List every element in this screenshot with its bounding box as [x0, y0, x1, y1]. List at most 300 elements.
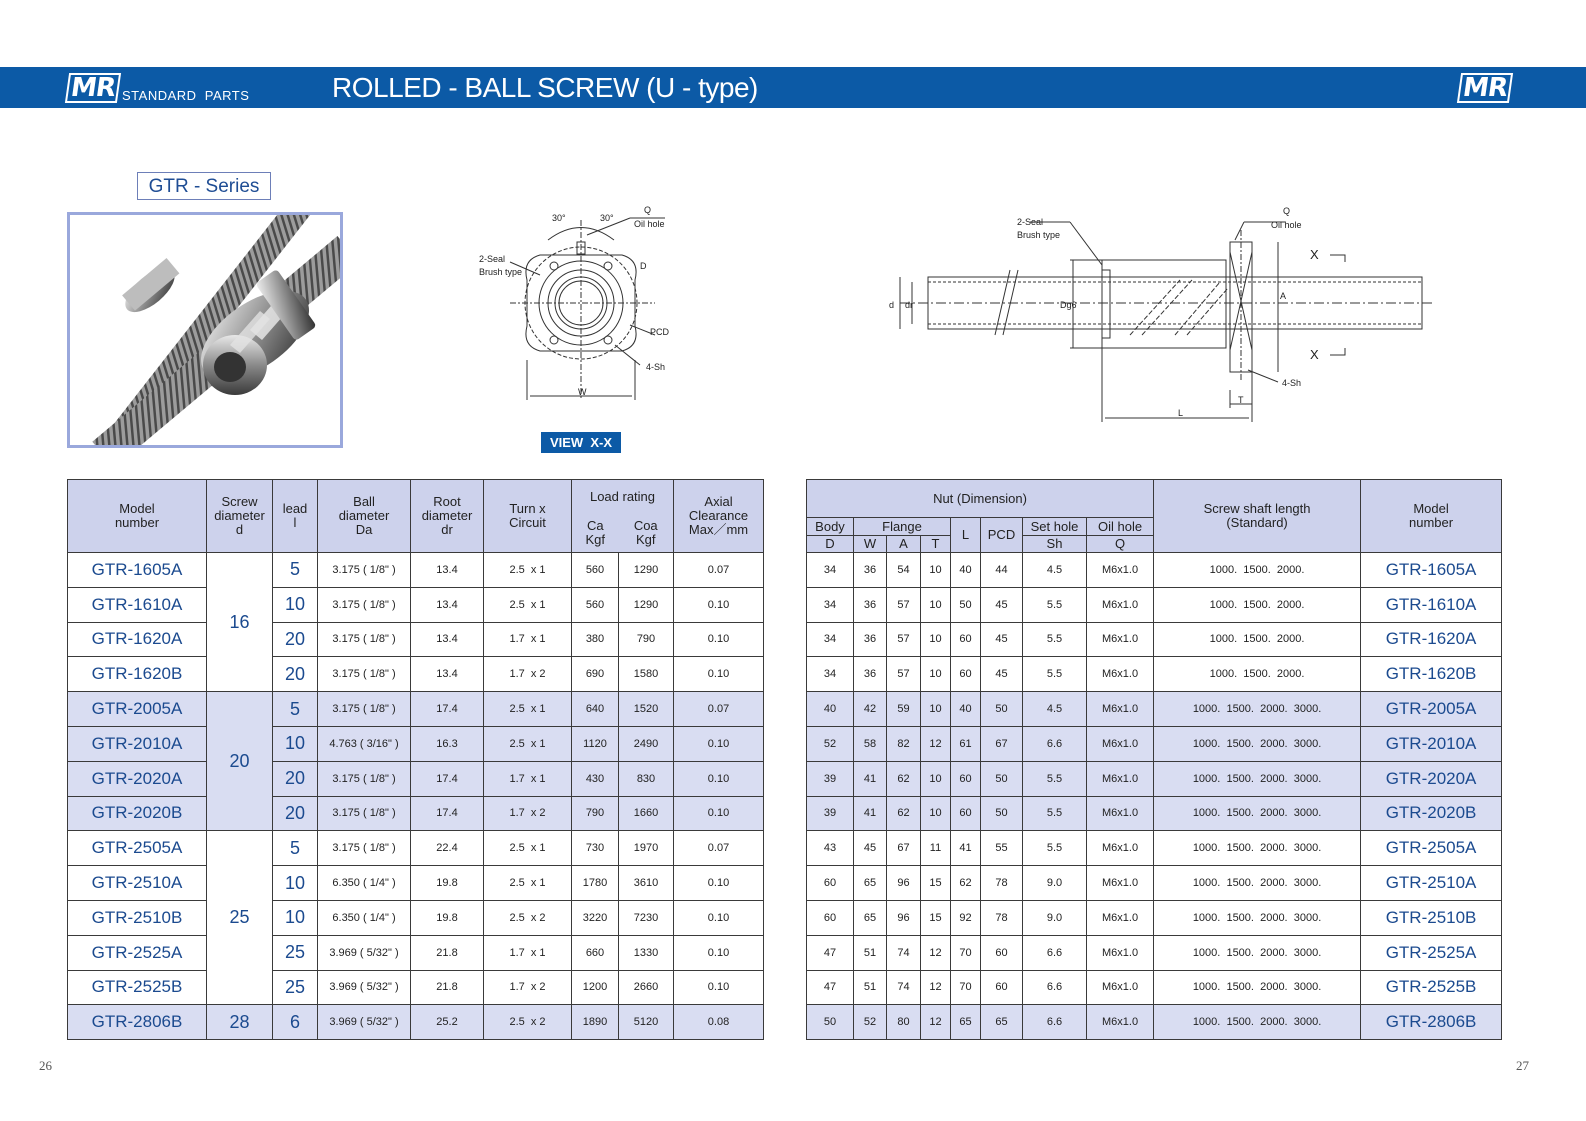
shaft-length-cell: 1000. 1500. 2000. 3000.	[1154, 692, 1361, 727]
ball-diameter-cell: 3.969 ( 5/32" )	[318, 970, 411, 1005]
root-diameter-cell: 13.4	[411, 587, 484, 622]
dim-w-cell: 65	[854, 866, 887, 901]
root-diameter-cell: 21.8	[411, 935, 484, 970]
lead-cell: 20	[273, 622, 318, 657]
shaft-length-cell: 1000. 1500. 2000. 3000.	[1154, 1005, 1361, 1040]
ca-cell: 3220	[572, 900, 619, 935]
root-diameter-cell: 17.4	[411, 692, 484, 727]
turn-circuit-cell: 1.7 x 2	[484, 970, 572, 1005]
dim-a-cell: 74	[887, 970, 921, 1005]
model-number-cell: GTR-2005A	[1361, 692, 1502, 727]
th-ball-diameter: Ball diameter Da	[318, 480, 411, 553]
dim-w-cell: 52	[854, 1005, 887, 1040]
dim-t-cell: 10	[921, 553, 951, 588]
dim-t-cell: 10	[921, 622, 951, 657]
axial-clearance-cell: 0.10	[674, 970, 764, 1005]
th-model-right: Model number	[1361, 480, 1502, 553]
side-label-l: L	[1178, 408, 1184, 418]
lead-cell: 5	[273, 692, 318, 727]
axial-clearance-cell: 0.10	[674, 622, 764, 657]
th-axial: Axial Clearance Max／mm	[674, 480, 764, 553]
side-label-dr: dr	[905, 300, 914, 310]
page-number-right: 27	[1516, 1058, 1529, 1073]
coa-cell: 790	[619, 622, 674, 657]
dim-q-cell: M6x1.0	[1087, 970, 1154, 1005]
front-view-drawing	[470, 200, 685, 430]
table-row	[68, 900, 764, 935]
coa-cell: 7230	[619, 900, 674, 935]
axial-clearance-cell: 0.10	[674, 900, 764, 935]
model-number-cell: GTR-1620B	[68, 657, 207, 692]
table-row	[68, 587, 764, 622]
axial-clearance-cell: 0.10	[674, 866, 764, 901]
root-diameter-cell: 19.8	[411, 866, 484, 901]
lead-cell: 5	[273, 831, 318, 866]
table-row	[807, 692, 1502, 727]
th-screw-diameter: Screw diameter d	[207, 480, 273, 553]
dim-sh-cell: 5.5	[1023, 622, 1087, 657]
th-root-diameter: Root diameter dr	[411, 480, 484, 553]
side-label-d: d	[889, 300, 895, 310]
table-row	[807, 796, 1502, 831]
lead-cell: 10	[273, 587, 318, 622]
th-ca: Ca Kgf	[572, 515, 619, 553]
dim-d-cell: 34	[807, 622, 854, 657]
axial-clearance-cell: 0.10	[674, 761, 764, 796]
dim-q-cell: M6x1.0	[1087, 761, 1154, 796]
model-number-cell: GTR-2020B	[68, 796, 207, 831]
screw-diameter-cell: 20	[207, 692, 273, 831]
shaft-length-cell: 1000. 1500. 2000. 3000.	[1154, 726, 1361, 761]
th-oil-hole: Oil hole	[1087, 518, 1154, 536]
turn-circuit-cell: 2.5 x 2	[484, 900, 572, 935]
model-number-cell: GTR-2525A	[68, 935, 207, 970]
turn-circuit-cell: 2.5 x 1	[484, 866, 572, 901]
dim-pcd-cell: 50	[981, 761, 1023, 796]
table-row	[807, 726, 1502, 761]
dim-t-cell: 15	[921, 900, 951, 935]
ca-cell: 1890	[572, 1005, 619, 1040]
coa-cell: 1290	[619, 587, 674, 622]
dim-a-cell: 82	[887, 726, 921, 761]
dim-w-cell: 45	[854, 831, 887, 866]
th-q: Q	[1087, 536, 1154, 553]
model-number-cell: GTR-2806B	[1361, 1005, 1502, 1040]
dim-d-cell: 39	[807, 761, 854, 796]
model-number-cell: GTR-1610A	[68, 587, 207, 622]
axial-clearance-cell: 0.10	[674, 726, 764, 761]
ca-cell: 660	[572, 935, 619, 970]
front-label-seal: 2-Seal	[479, 254, 506, 264]
table-row	[807, 761, 1502, 796]
dim-q-cell: M6x1.0	[1087, 657, 1154, 692]
root-diameter-cell: 16.3	[411, 726, 484, 761]
dim-a-cell: 62	[887, 761, 921, 796]
turn-circuit-cell: 1.7 x 1	[484, 935, 572, 970]
model-number-cell: GTR-1605A	[1361, 553, 1502, 588]
dim-t-cell: 11	[921, 831, 951, 866]
ca-cell: 1200	[572, 970, 619, 1005]
front-label-q: Q	[644, 205, 652, 215]
dim-pcd-cell: 60	[981, 935, 1023, 970]
dim-pcd-cell: 44	[981, 553, 1023, 588]
th-flange: Flange	[854, 518, 951, 536]
dim-pcd-cell: 78	[981, 900, 1023, 935]
model-number-cell: GTR-2525B	[1361, 970, 1502, 1005]
shaft-length-cell: 1000. 1500. 2000. 3000.	[1154, 796, 1361, 831]
dim-pcd-cell: 55	[981, 831, 1023, 866]
dim-q-cell: M6x1.0	[1087, 553, 1154, 588]
front-label-d: D	[640, 261, 647, 271]
dim-l-cell: 60	[951, 657, 981, 692]
table-row	[68, 970, 764, 1005]
turn-circuit-cell: 2.5 x 2	[484, 1005, 572, 1040]
dim-w-cell: 65	[854, 900, 887, 935]
side-label-sh: 4-Sh	[1282, 378, 1302, 388]
shaft-length-cell: 1000. 1500. 2000. 3000.	[1154, 970, 1361, 1005]
dim-l-cell: 61	[951, 726, 981, 761]
series-label: GTR - Series	[137, 172, 271, 200]
dim-pcd-cell: 67	[981, 726, 1023, 761]
side-label-t: T	[1238, 395, 1244, 405]
axial-clearance-cell: 0.10	[674, 935, 764, 970]
coa-cell: 2660	[619, 970, 674, 1005]
dim-w-cell: 36	[854, 622, 887, 657]
dim-d-cell: 43	[807, 831, 854, 866]
dim-d-cell: 52	[807, 726, 854, 761]
dim-l-cell: 40	[951, 553, 981, 588]
dim-a-cell: 67	[887, 831, 921, 866]
dim-sh-cell: 5.5	[1023, 831, 1087, 866]
dim-t-cell: 15	[921, 866, 951, 901]
ca-cell: 730	[572, 831, 619, 866]
dim-pcd-cell: 50	[981, 692, 1023, 727]
table-row	[807, 657, 1502, 692]
side-label-a: A	[1280, 291, 1287, 301]
ca-cell: 560	[572, 553, 619, 588]
th-pcd: PCD	[981, 518, 1023, 553]
front-label-brush: Brush type	[479, 267, 523, 277]
ca-cell: 1120	[572, 726, 619, 761]
coa-cell: 2490	[619, 726, 674, 761]
ball-diameter-cell: 3.175 ( 1/8" )	[318, 587, 411, 622]
dim-t-cell: 10	[921, 587, 951, 622]
shaft-length-cell: 1000. 1500. 2000.	[1154, 657, 1361, 692]
th-t: T	[921, 536, 951, 553]
side-label-dg6: Dg6	[1060, 300, 1077, 310]
ball-diameter-cell: 3.175 ( 1/8" )	[318, 761, 411, 796]
table-row	[807, 866, 1502, 901]
dim-t-cell: 12	[921, 935, 951, 970]
side-view-drawing	[880, 200, 1440, 430]
page-title: ROLLED - BALL SCREW (U - type)	[332, 72, 758, 103]
dim-w-cell: 36	[854, 587, 887, 622]
right-dimension-table	[806, 479, 1502, 1040]
turn-circuit-cell: 2.5 x 1	[484, 726, 572, 761]
dim-d-cell: 40	[807, 692, 854, 727]
coa-cell: 1970	[619, 831, 674, 866]
dim-pcd-cell: 60	[981, 970, 1023, 1005]
shaft-length-cell: 1000. 1500. 2000.	[1154, 587, 1361, 622]
model-number-cell: GTR-2020A	[68, 761, 207, 796]
ball-diameter-cell: 3.969 ( 5/32" )	[318, 935, 411, 970]
dim-a-cell: 57	[887, 657, 921, 692]
side-label-brush: Brush type	[1017, 230, 1061, 240]
ball-diameter-cell: 3.175 ( 1/8" )	[318, 831, 411, 866]
lead-cell: 25	[273, 935, 318, 970]
table-row	[807, 553, 1502, 588]
dim-a-cell: 96	[887, 900, 921, 935]
ball-diameter-cell: 3.175 ( 1/8" )	[318, 622, 411, 657]
dim-sh-cell: 6.6	[1023, 935, 1087, 970]
dim-sh-cell: 9.0	[1023, 900, 1087, 935]
dim-q-cell: M6x1.0	[1087, 831, 1154, 866]
dim-w-cell: 41	[854, 796, 887, 831]
th-l: L	[951, 518, 981, 553]
ball-diameter-cell: 3.175 ( 1/8" )	[318, 553, 411, 588]
table-row	[68, 726, 764, 761]
product-photo	[67, 212, 343, 448]
dim-t-cell: 10	[921, 761, 951, 796]
ca-cell: 560	[572, 587, 619, 622]
dim-w-cell: 36	[854, 553, 887, 588]
model-number-cell: GTR-2806B	[68, 1005, 207, 1040]
side-label-seal: 2-Seal	[1017, 217, 1044, 227]
lead-cell: 20	[273, 761, 318, 796]
coa-cell: 5120	[619, 1005, 674, 1040]
model-number-cell: GTR-2005A	[68, 692, 207, 727]
dim-pcd-cell: 45	[981, 587, 1023, 622]
model-number-cell: GTR-2010A	[68, 726, 207, 761]
dim-d-cell: 47	[807, 935, 854, 970]
root-diameter-cell: 17.4	[411, 796, 484, 831]
dim-pcd-cell: 50	[981, 796, 1023, 831]
dim-sh-cell: 5.5	[1023, 657, 1087, 692]
coa-cell: 1660	[619, 796, 674, 831]
front-label-sh: 4-Sh	[646, 362, 666, 372]
dim-sh-cell: 9.0	[1023, 866, 1087, 901]
ball-screw-image	[70, 215, 340, 445]
table-row	[68, 553, 764, 588]
section-label: STANDARD PARTS	[122, 88, 250, 103]
mr-logo-right: MR	[1459, 73, 1511, 103]
model-number-cell: GTR-2525B	[68, 970, 207, 1005]
th-turn-circuit: Turn x Circuit	[484, 480, 572, 553]
table-row	[807, 970, 1502, 1005]
table-row	[68, 692, 764, 727]
root-diameter-cell: 13.4	[411, 657, 484, 692]
ball-diameter-cell: 3.175 ( 1/8" )	[318, 796, 411, 831]
table-row	[68, 866, 764, 901]
dim-sh-cell: 5.5	[1023, 761, 1087, 796]
turn-circuit-cell: 2.5 x 1	[484, 587, 572, 622]
model-number-cell: GTR-1620A	[68, 622, 207, 657]
ca-cell: 790	[572, 796, 619, 831]
table-row	[807, 1005, 1502, 1040]
model-number-cell: GTR-2525A	[1361, 935, 1502, 970]
th-coa: Coa Kgf	[619, 515, 674, 553]
th-sh: Sh	[1023, 536, 1087, 553]
th-load-rating: Load rating	[572, 480, 674, 515]
dim-t-cell: 12	[921, 970, 951, 1005]
shaft-length-cell: 1000. 1500. 2000. 3000.	[1154, 761, 1361, 796]
lead-cell: 25	[273, 970, 318, 1005]
dim-q-cell: M6x1.0	[1087, 692, 1154, 727]
ca-cell: 640	[572, 692, 619, 727]
dim-pcd-cell: 65	[981, 1005, 1023, 1040]
dim-sh-cell: 5.5	[1023, 796, 1087, 831]
dim-a-cell: 59	[887, 692, 921, 727]
turn-circuit-cell: 2.5 x 1	[484, 831, 572, 866]
th-model: Model number	[68, 480, 207, 553]
dim-t-cell: 12	[921, 726, 951, 761]
mr-logo: MR	[67, 73, 119, 103]
dim-sh-cell: 4.5	[1023, 553, 1087, 588]
model-number-cell: GTR-2510B	[1361, 900, 1502, 935]
lead-cell: 6	[273, 1005, 318, 1040]
dim-q-cell: M6x1.0	[1087, 866, 1154, 901]
root-diameter-cell: 22.4	[411, 831, 484, 866]
model-number-cell: GTR-2510B	[68, 900, 207, 935]
axial-clearance-cell: 0.08	[674, 1005, 764, 1040]
dim-sh-cell: 6.6	[1023, 726, 1087, 761]
model-number-cell: GTR-2505A	[68, 831, 207, 866]
dim-w-cell: 51	[854, 970, 887, 1005]
dim-l-cell: 70	[951, 970, 981, 1005]
ball-diameter-cell: 6.350 ( 1/4" )	[318, 866, 411, 901]
th-d: D	[807, 536, 854, 553]
table-row	[807, 587, 1502, 622]
dim-pcd-cell: 78	[981, 866, 1023, 901]
th-a: A	[887, 536, 921, 553]
side-label-oil-hole: Oil hole	[1271, 220, 1302, 230]
table-row	[807, 622, 1502, 657]
table-row	[68, 622, 764, 657]
table-row	[807, 900, 1502, 935]
turn-circuit-cell: 1.7 x 2	[484, 796, 572, 831]
lead-cell: 10	[273, 900, 318, 935]
dim-sh-cell: 4.5	[1023, 692, 1087, 727]
dim-a-cell: 74	[887, 935, 921, 970]
dim-l-cell: 60	[951, 796, 981, 831]
dim-d-cell: 60	[807, 866, 854, 901]
dim-q-cell: M6x1.0	[1087, 622, 1154, 657]
dim-sh-cell: 6.6	[1023, 1005, 1087, 1040]
coa-cell: 1580	[619, 657, 674, 692]
shaft-length-cell: 1000. 1500. 2000. 3000.	[1154, 831, 1361, 866]
dim-l-cell: 60	[951, 622, 981, 657]
dim-w-cell: 58	[854, 726, 887, 761]
root-diameter-cell: 21.8	[411, 970, 484, 1005]
lead-cell: 10	[273, 866, 318, 901]
root-diameter-cell: 19.8	[411, 900, 484, 935]
th-nut: Nut (Dimension)	[807, 480, 1154, 518]
dim-l-cell: 50	[951, 587, 981, 622]
dim-t-cell: 10	[921, 796, 951, 831]
dim-pcd-cell: 45	[981, 657, 1023, 692]
coa-cell: 1520	[619, 692, 674, 727]
dim-a-cell: 57	[887, 622, 921, 657]
dim-a-cell: 57	[887, 587, 921, 622]
turn-circuit-cell: 2.5 x 1	[484, 692, 572, 727]
front-label-pcd: PCD	[650, 327, 670, 337]
dim-d-cell: 47	[807, 970, 854, 1005]
dim-t-cell: 12	[921, 1005, 951, 1040]
side-label-q: Q	[1283, 206, 1291, 216]
dim-q-cell: M6x1.0	[1087, 726, 1154, 761]
root-diameter-cell: 17.4	[411, 761, 484, 796]
coa-cell: 3610	[619, 866, 674, 901]
front-label-w: W	[578, 387, 587, 397]
dim-a-cell: 80	[887, 1005, 921, 1040]
th-w: W	[854, 536, 887, 553]
table-row	[68, 831, 764, 866]
dim-q-cell: M6x1.0	[1087, 1005, 1154, 1040]
axial-clearance-cell: 0.10	[674, 657, 764, 692]
screw-diameter-cell: 28	[207, 1005, 273, 1040]
model-number-cell: GTR-1620B	[1361, 657, 1502, 692]
model-number-cell: GTR-1620A	[1361, 622, 1502, 657]
ca-cell: 690	[572, 657, 619, 692]
axial-clearance-cell: 0.10	[674, 796, 764, 831]
side-label-x2: X	[1310, 347, 1319, 362]
table-row	[68, 935, 764, 970]
turn-circuit-cell: 1.7 x 1	[484, 622, 572, 657]
ball-diameter-cell: 6.350 ( 1/4" )	[318, 900, 411, 935]
lead-cell: 10	[273, 726, 318, 761]
dim-q-cell: M6x1.0	[1087, 900, 1154, 935]
left-spec-table	[67, 479, 764, 1040]
turn-circuit-cell: 1.7 x 2	[484, 657, 572, 692]
th-body: Body	[807, 518, 854, 536]
coa-cell: 1290	[619, 553, 674, 588]
dim-l-cell: 62	[951, 866, 981, 901]
model-number-cell: GTR-2510A	[1361, 866, 1502, 901]
model-number-cell: GTR-2010A	[1361, 726, 1502, 761]
view-xx-label: VIEW X-X	[541, 432, 621, 453]
dim-l-cell: 70	[951, 935, 981, 970]
shaft-length-cell: 1000. 1500. 2000. 3000.	[1154, 900, 1361, 935]
screw-diameter-cell: 16	[207, 553, 273, 692]
table-row	[807, 935, 1502, 970]
model-number-cell: GTR-1605A	[68, 553, 207, 588]
lead-cell: 5	[273, 553, 318, 588]
dim-d-cell: 60	[807, 900, 854, 935]
dim-pcd-cell: 45	[981, 622, 1023, 657]
lead-cell: 20	[273, 657, 318, 692]
root-diameter-cell: 13.4	[411, 553, 484, 588]
front-label-angle2: 30°	[600, 213, 614, 223]
coa-cell: 830	[619, 761, 674, 796]
page-number-left: 26	[39, 1058, 52, 1073]
table-row	[68, 657, 764, 692]
dim-w-cell: 51	[854, 935, 887, 970]
model-number-cell: GTR-1610A	[1361, 587, 1502, 622]
table-row	[68, 761, 764, 796]
lead-cell: 20	[273, 796, 318, 831]
dim-a-cell: 62	[887, 796, 921, 831]
th-shaft-length: Screw shaft length (Standard)	[1154, 480, 1361, 553]
shaft-length-cell: 1000. 1500. 2000.	[1154, 553, 1361, 588]
model-number-cell: GTR-2505A	[1361, 831, 1502, 866]
model-number-cell: GTR-2510A	[68, 866, 207, 901]
dim-sh-cell: 6.6	[1023, 970, 1087, 1005]
dim-a-cell: 54	[887, 553, 921, 588]
dim-t-cell: 10	[921, 692, 951, 727]
ball-diameter-cell: 3.175 ( 1/8" )	[318, 657, 411, 692]
root-diameter-cell: 25.2	[411, 1005, 484, 1040]
front-label-oil-hole: Oil hole	[634, 219, 665, 229]
